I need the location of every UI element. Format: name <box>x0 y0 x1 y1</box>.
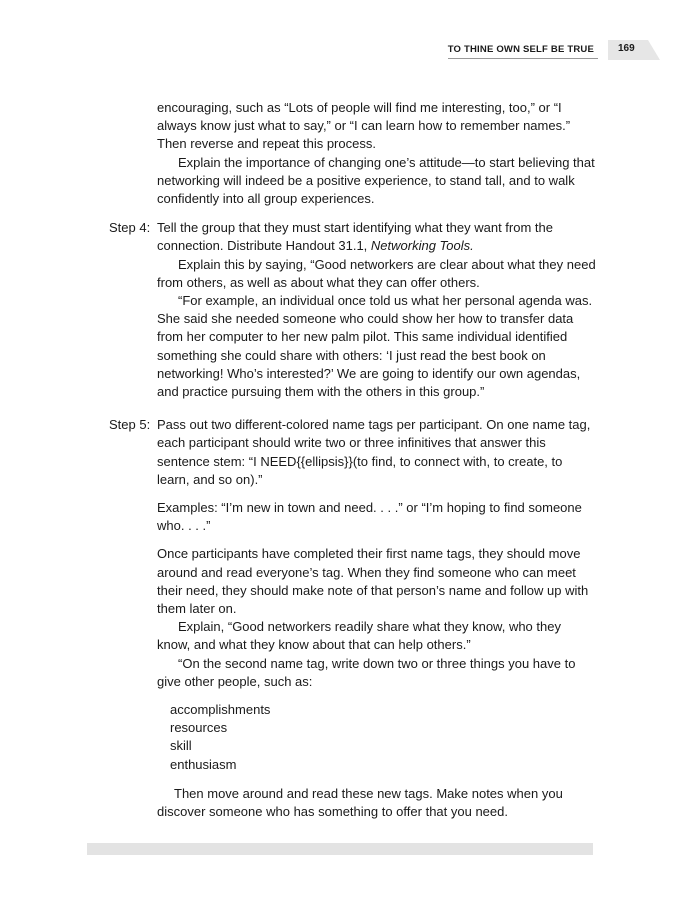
step-5-paragraph-5: “On the second name tag, write down two or three things you have to give other people, such as: <box>157 655 576 689</box>
list-item: resources <box>170 720 228 736</box>
list-item: accomplishments <box>170 702 271 718</box>
handout-title: Networking Tools. <box>370 238 474 254</box>
step-5 <box>109 416 597 691</box>
list-item: skill <box>170 738 192 754</box>
step-4-label: Step 4: <box>109 220 151 236</box>
intro-section <box>157 99 597 208</box>
intro-paragraph-2: Explain the importance of changing one’s attitude—to start believing that networking will indeed be a positive experience, to stand tall, and to walk confidently into all group experiences. <box>157 154 595 207</box>
footer-bar <box>87 843 593 855</box>
step-4-paragraph-1 <box>157 219 597 255</box>
step-5-examples: Examples: “I’m new in town and need. . . .” or “I’m hoping to find someone who. . . .” <box>157 500 582 534</box>
step-5-paragraph-3: Once participants have completed their first name tags, they should move around and read everyone’s tag. When they find someone who can meet their need, they should make note of that person’s name and follow up with them later on. <box>157 546 589 617</box>
page-number: 169 <box>618 43 635 54</box>
step-5-paragraph-4: Explain, “Good networkers readily share what they know, who they know, and what they know about that can help others.” <box>157 619 561 653</box>
step-5-paragraph-1: Pass out two different-colored name tags per participant. On one name tag, each participant should write two or three infinitives that answer this sentence stem: “I NEED{{ellipsis}}(to find, to connect with, to create, to learn, and so on).” <box>157 417 591 487</box>
step-4-paragraph-3: “For example, an individual once told us what her personal agenda was. She said she needed someone who could show her how to transfer data from her computer to her new palm pilot. This same individual identified something she could share with others: ‘I just read the best book on networking! Who’s interested?’ We are going to identify our own agendas, and practice pursuing them with the others in this group.” <box>157 293 593 400</box>
running-title: TO THINE OWN SELF BE TRUE <box>447 44 594 55</box>
running-head <box>0 40 678 60</box>
step-4 <box>109 219 597 401</box>
list-item: enthusiasm <box>170 756 237 772</box>
step-4-text: Tell the group that they must start identifying what they want from the connection. Distribute Handout 31.1, <box>157 220 553 254</box>
step-4-paragraph-2: Explain this by saying, “Good networkers are clear about what they need from others, as well as about what they can offer others. <box>157 256 596 290</box>
closing-paragraph: Then move around and read these new tags. Make notes when you discover someone who has something to offer that you need. <box>157 785 563 820</box>
step-5-label: Step 5: <box>109 417 151 433</box>
header-rule <box>448 58 598 59</box>
page-number-tab <box>608 40 660 60</box>
closing-section <box>157 785 597 821</box>
page-body <box>0 99 678 821</box>
give-list <box>170 701 678 774</box>
intro-paragraph-1: encouraging, such as “Lots of people will find me interesting, too,” or “I always know just what to say,” or “I can learn how to remember names.” Then reverse and repeat this process. <box>157 100 571 152</box>
